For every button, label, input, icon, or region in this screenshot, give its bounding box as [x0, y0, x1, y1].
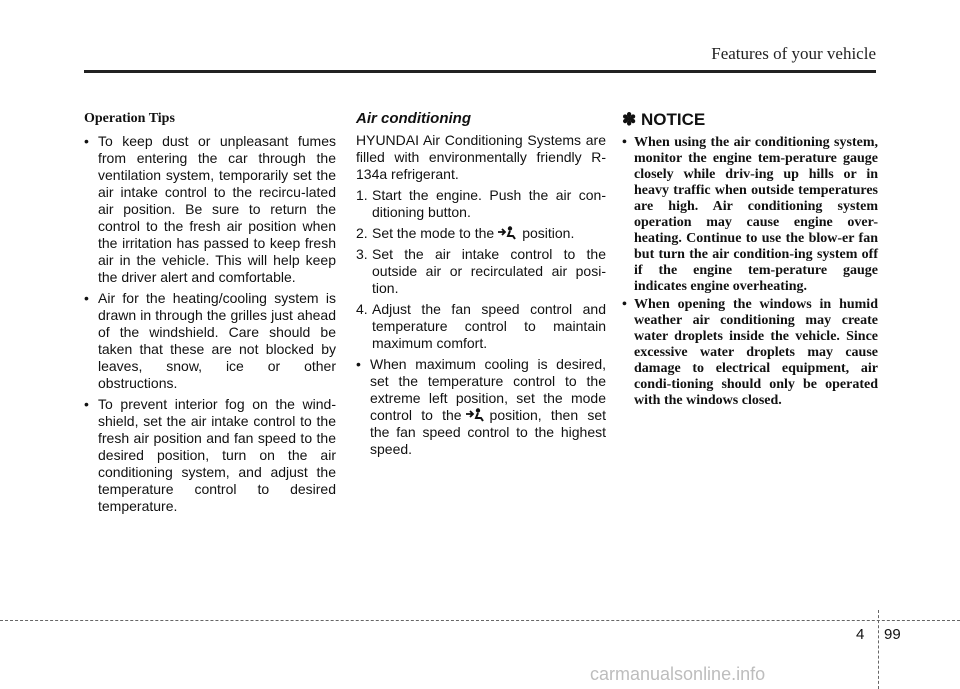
operation-tips-list — [84, 133, 336, 515]
list-item: • To prevent interior fog on the wind-shield, set the air intake control to the fresh air position and fan speed to the desired position, turn on the air conditioning system, and adjust the temperature control to desired temperature. — [84, 396, 336, 514]
list-item: • When maximum cooling is desired, set the temperature control to the extreme left position, set the mode control to the position, then set the fan speed control to the highest speed. — [356, 356, 606, 457]
air-conditioning-heading: Air conditioning — [356, 110, 471, 127]
step-item — [356, 246, 606, 297]
list-item-text: To prevent interior fog on the wind-shield, set the air intake control to the fresh air position and fan speed to the desired position, turn on the air conditioning system, and adjust the temperature control to desired temperature. — [98, 396, 336, 514]
air-conditioning-intro: HYUNDAI Air Conditioning Systems are filled with environmentally friendly R-134a refrigerant. — [356, 132, 606, 182]
air-conditioning-steps — [356, 187, 606, 352]
list-item-text: Air for the heating/cooling system is drawn in through the grilles just ahead of the windshield. Care should be taken that these are not blocked by leaves, snow, ice or other obstructions. — [98, 290, 336, 391]
step-text-before: Set the mode to the — [372, 225, 495, 241]
footer-rule — [0, 620, 960, 621]
step-text: Adjust the fan speed control and temperature control to maintain maximum comfort. — [372, 301, 606, 351]
face-vent-mode-icon — [464, 408, 488, 422]
step-number: 3. — [356, 246, 368, 262]
bullet-text-before: When maximum cooling is desired, set the temperature control to the extreme left position, set the mode control to the — [370, 356, 606, 423]
air-conditioning-bullets — [356, 356, 606, 458]
watermark: carmanualsonline.info — [590, 664, 766, 684]
operation-tips-heading: Operation Tips — [84, 111, 175, 126]
chapter-number: 4 — [856, 626, 865, 643]
step-number: 2. — [356, 225, 368, 241]
list-item: • Air for the heating/cooling system is drawn in through the grilles just ahead of the windshield. Care should be taken that these are not blocked by leaves, snow, ice or other obstructions. — [84, 290, 336, 391]
notice-list — [622, 135, 878, 409]
step-text-after: position. — [522, 225, 575, 241]
page-number: 99 — [884, 626, 901, 643]
list-item: • To keep dust or unpleasant fumes from entering the car through the ventilation system, temporarily set the air intake control to the recircu-lated air position. Be sure to return the control to the fresh air position when the irritation has passed to keep fresh air in the vehicle. This will help keep the driver alert and comfortable. — [84, 133, 336, 285]
header-title: Features of your vehicle — [711, 44, 876, 63]
list-item-text: When opening the windows in humid weather air conditioning may create water droplets inside the vehicle. Since excessive water droplets may cause damage to electrical equipment, air condi-tioning should only be operated with the windows closed. — [634, 297, 878, 408]
list-item: • When opening the windows in humid weather air conditioning may create water droplets inside the vehicle. Since excessive water droplets may cause damage to electrical equipment, air condi-tioning should only be operated with the windows closed. — [622, 297, 878, 408]
list-item: • When using the air conditioning system, monitor the engine tem-perature gauge closely while driv-ing up hills or in heavy traffic when outside temperatures are high. Air conditioning system operation may cause engine over-heating. Continue to use the blow-er fan but turn the air condition-ing system off if the engine tem-perature gauge indicates engine overheating. — [622, 135, 878, 294]
notice-heading: ✽ NOTICE — [622, 110, 706, 129]
column-air-conditioning — [356, 108, 606, 462]
header-rule — [84, 70, 876, 73]
list-item-text: To keep dust or unpleasant fumes from entering the car through the ventilation system, temporarily set the air intake control to the recircu-lated air position. Be sure to return the control to the fresh air position when the irritation has passed to keep fresh air in the vehicle. This will help keep the driver alert and comfortable. — [98, 133, 336, 285]
step-text: Start the engine. Push the air con-ditioning button. — [372, 187, 606, 220]
column-notice — [622, 108, 878, 411]
step-text: Set the air intake control to the outside air or recirculated air posi-tion. — [372, 246, 606, 296]
step-item — [356, 187, 606, 221]
column-operation-tips — [84, 108, 336, 519]
footer-divider — [878, 610, 879, 689]
step-item — [356, 225, 606, 242]
step-number: 4. — [356, 301, 368, 317]
step-item — [356, 301, 606, 352]
list-item-text: When using the air conditioning system, monitor the engine tem-perature gauge closely while driv-ing up hills or in heavy traffic when outside temperatures are high. Air conditioning system operation may cause engine over-heating. Continue to use the blow-er fan but turn the air condition-ing system off if the engine tem-perature gauge indicates engine overheating. — [634, 135, 878, 294]
step-number: 1. — [356, 187, 368, 203]
face-vent-mode-icon — [496, 226, 520, 240]
bullet-text-after: position, then set the fan speed control to the highest speed. — [370, 407, 606, 457]
